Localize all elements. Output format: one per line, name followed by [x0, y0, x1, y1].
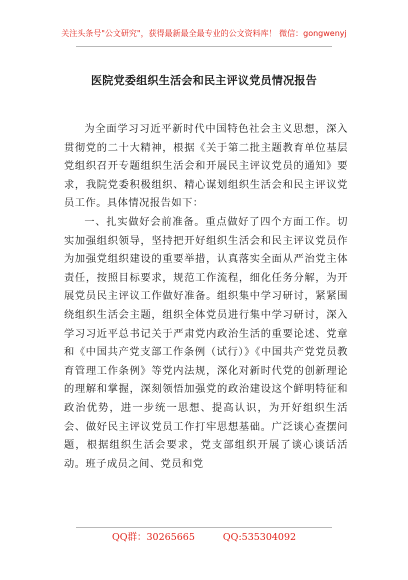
footer	[0, 532, 408, 544]
document-title: 医院党委组织生活会和民主评议党员情况报告	[91, 74, 317, 87]
footer-qq-group: QQ群：30265665	[111, 532, 195, 543]
paragraph-section-1: 一、扎实做好会前准备。重点做好了四个方面工作。切实加强组织领导，坚持把开好组织生活会和民主评议党员作为加强党组织建设的重要举措，认真落实全面从严治党主体责任，按照目标要求，规范工作流程，细化任务分解，为开展党员民主评议工作做好准备。组织集中学习研讨，紧紧围绕组织生活会主题，组织全体党员进行集中学习研讨，深入学习习近平总书记关于严肃党内政治生活的重要论述、党章和《中国共产党支部工作条例（试行）》《中国共产党党员教育管理工作条例》等党内法规，深化对新时代党的创新理论的理解和掌握，深刻领悟加强党的政治建设这个鲜明特征和政治优势，进一步统一思想、提高认识，为开好组织生活会、做好民主评议党员工作打牢思想基础。广泛谈心查摆问题，根据组织生活会要求，党支部组织开展了谈心谈话活动。班子成员之间、党员和党	[64, 216, 348, 470]
paragraph-intro: 为全面学习习近平新时代中国特色社会主义思想，深入贯彻党的二十大精神，根据《关于第二批主题教育单位基层党组织召开专题组织生活会和开展民主评议党员的通知》要求，我院党委积极组织、精心谋划组织生活会和民主评议党员工作。具体情况报告如下：	[64, 124, 348, 210]
header-divider	[76, 46, 332, 47]
footer-qq-contact: QQ:535304092	[222, 532, 297, 543]
header-banner: 关注头条号"公文研究"，获得最新最全最专业的公文资料库！ 微信：gongwenyj	[61, 29, 347, 38]
document-body	[64, 121, 348, 474]
footer-divider	[76, 527, 332, 528]
